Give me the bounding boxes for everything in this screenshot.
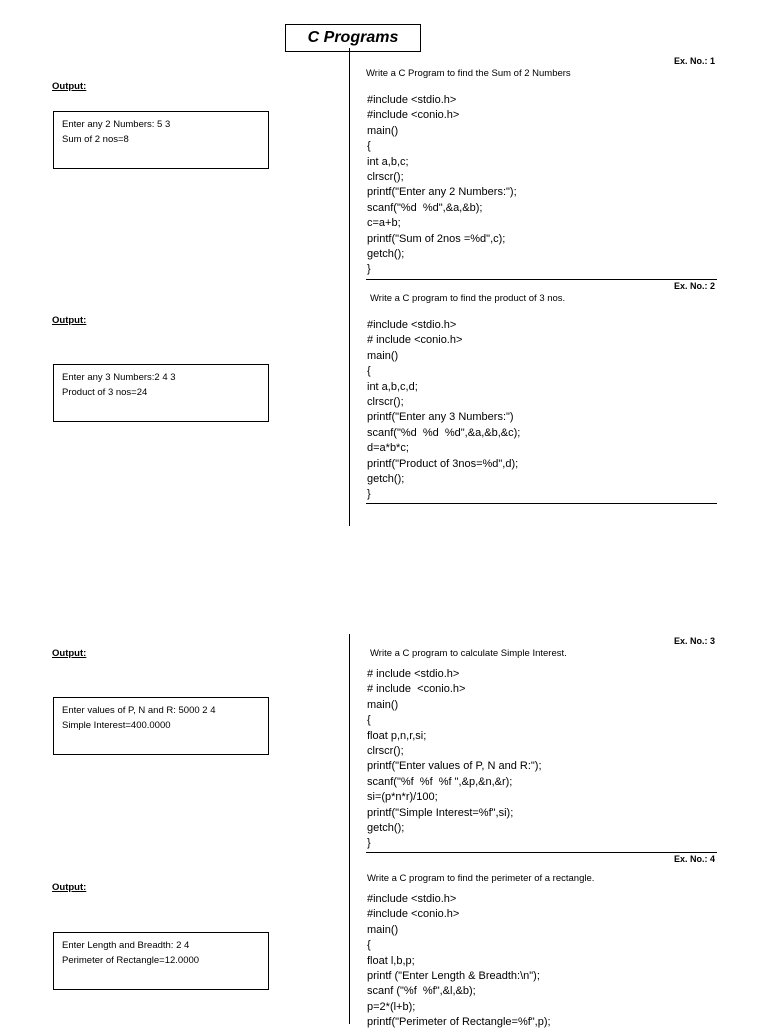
code-line: getch();: [367, 247, 405, 260]
output-label-1: Output:: [52, 81, 87, 92]
code-line: float p,n,r,si;: [367, 729, 427, 742]
column-divider-top: [349, 48, 350, 526]
output-line: Simple Interest=400.0000: [62, 720, 171, 731]
code-line: c=a+b;: [367, 217, 401, 230]
code-line: scanf ("%f %f",&l,&b);: [367, 985, 476, 998]
code-line: main(): [367, 698, 399, 711]
output-line: Sum of 2 nos=8: [62, 134, 129, 145]
code-line: d=a*b*c;: [367, 442, 409, 455]
code-line: printf("Sum of 2nos =%d",c);: [367, 232, 506, 245]
code-line: }: [367, 488, 371, 501]
code-line: {: [367, 939, 371, 952]
code-line: int a,b,c;: [367, 155, 409, 168]
code-line: #include <stdio.h>: [367, 319, 457, 331]
output-line: Enter any 2 Numbers: 5 3: [62, 119, 171, 130]
output-box-2: [53, 364, 269, 422]
code-line: # include <stdio.h>: [367, 668, 460, 680]
code-line: printf("Simple Interest=%f",si);: [367, 806, 514, 819]
code-line: }: [367, 263, 371, 276]
output-box-1: [53, 111, 269, 169]
code-line: clrscr();: [367, 744, 404, 757]
code-line: printf ("Enter Length & Breadth:\n");: [367, 969, 540, 982]
code-line: printf("Enter any 3 Numbers:"): [367, 411, 514, 424]
exercise-number-3: Ex. No.: 3: [673, 636, 715, 646]
exercise-number-4: Ex. No.: 4: [673, 854, 715, 864]
code-line: # include <conio.h>: [367, 683, 466, 696]
code-block-4: [367, 892, 551, 1031]
code-block-1: [367, 93, 517, 278]
section-divider-1: [366, 279, 717, 280]
task-description-2: Write a C program to find the product of 3 nos.: [370, 293, 566, 304]
code-line: {: [367, 140, 371, 153]
output-label-3: Output:: [52, 648, 87, 659]
code-line: }: [367, 837, 371, 850]
code-line: clrscr();: [367, 395, 404, 408]
section-divider-3: [366, 852, 717, 853]
code-line: si=(p*n*r)/100;: [367, 791, 438, 804]
code-line: #include <conio.h>: [367, 908, 460, 921]
code-line: printf("Product of 3nos=%d",d);: [367, 457, 519, 470]
code-line: clrscr();: [367, 170, 404, 183]
section-divider-2: [366, 503, 717, 504]
exercise-number-2: Ex. No.: 2: [673, 281, 715, 291]
code-line: {: [367, 714, 371, 727]
code-line: int a,b,c,d;: [367, 380, 418, 393]
output-label-4: Output:: [52, 882, 87, 893]
task-description-4: Write a C program to find the perimeter of a rectangle.: [367, 873, 595, 884]
code-line: #include <stdio.h>: [367, 94, 457, 106]
code-line: #include <stdio.h>: [367, 893, 457, 905]
code-line: {: [367, 365, 371, 378]
output-line: Product of 3 nos=24: [62, 387, 148, 398]
output-line: Enter any 3 Numbers:2 4 3: [62, 372, 176, 383]
code-line: #include <conio.h>: [367, 109, 460, 122]
code-line: printf("Enter any 2 Numbers:");: [367, 186, 517, 199]
code-line: printf("Perimeter of Rectangle=%f",p);: [367, 1016, 551, 1029]
code-line: getch();: [367, 821, 405, 834]
code-block-2: [367, 318, 520, 503]
exercise-number-1: Ex. No.: 1: [673, 56, 715, 66]
code-block-3: [367, 667, 542, 852]
output-box-3: [53, 697, 269, 755]
task-description-1: Write a C Program to find the Sum of 2 Numbers: [366, 68, 571, 79]
code-line: printf("Enter values of P, N and R:");: [367, 760, 542, 773]
output-line: Enter Length and Breadth: 2 4: [62, 940, 190, 951]
code-line: scanf("%d %d %d",&a,&b,&c);: [367, 426, 521, 439]
code-line: main(): [367, 923, 399, 936]
output-box-4: [53, 932, 269, 990]
output-line: Enter values of P, N and R: 5000 2 4: [62, 705, 216, 716]
page-title: C Programs: [285, 24, 421, 52]
code-line: p=2*(l+b);: [367, 1000, 416, 1013]
column-divider-bottom: [349, 634, 350, 1024]
output-line: Perimeter of Rectangle=12.0000: [62, 955, 200, 966]
code-line: main(): [367, 349, 399, 362]
code-line: # include <conio.h>: [367, 334, 463, 347]
output-label-2: Output:: [52, 315, 87, 326]
code-line: scanf("%f %f %f ",&p,&n,&r);: [367, 775, 513, 788]
task-description-3: Write a C program to calculate Simple Interest.: [370, 648, 567, 659]
code-line: main(): [367, 124, 399, 137]
code-line: getch();: [367, 472, 405, 485]
code-line: float l,b,p;: [367, 954, 415, 967]
code-line: scanf("%d %d",&a,&b);: [367, 201, 483, 214]
